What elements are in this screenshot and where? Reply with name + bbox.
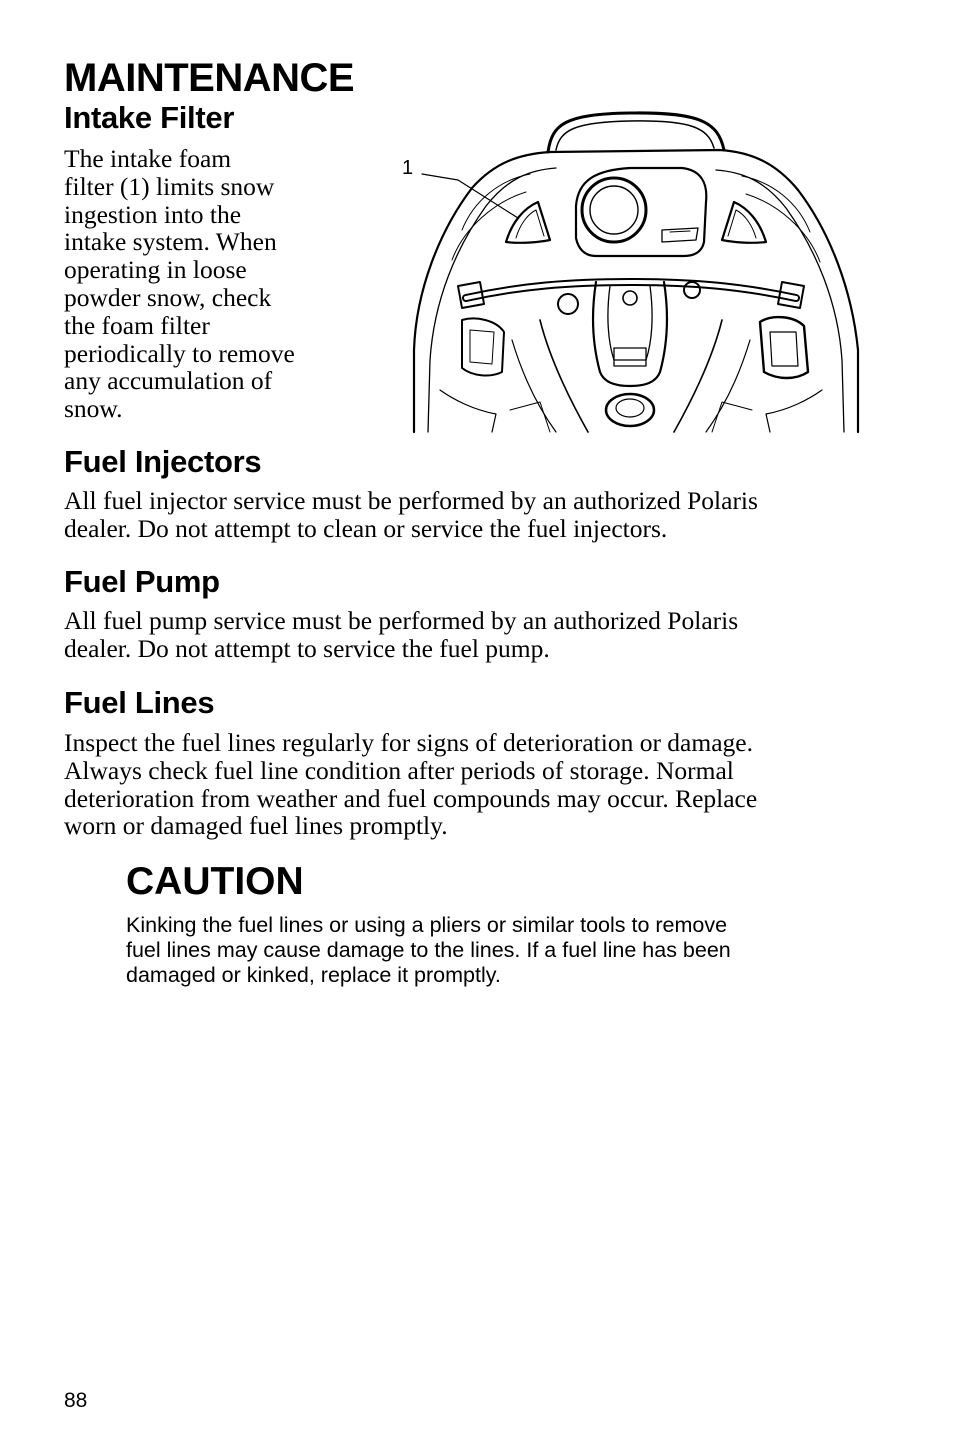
text-line: All fuel pump service must be performed by an authorized Polaris: [64, 606, 739, 635]
text-line: All fuel injector service must be performed by an authorized Polaris: [64, 486, 758, 515]
text-line: filter (1) limits snow: [64, 171, 275, 201]
snowmobile-intake-illustration: [400, 110, 862, 435]
text-line: Always check fuel line condition after periods of storage. Normal: [64, 755, 734, 785]
text-line: intake system. When: [64, 227, 277, 257]
text-line: The intake foam: [64, 144, 232, 173]
text-line: dealer. Do not attempt to clean or service the fuel injectors.: [64, 513, 668, 543]
caution-text: [126, 913, 866, 988]
caution-heading: CAUTION: [126, 860, 304, 903]
text-line: ingestion into the: [64, 199, 242, 229]
section-heading-intake-filter: Intake Filter: [64, 100, 235, 135]
text-line: deterioration from weather and fuel compounds may occur. Replace: [64, 783, 758, 813]
fuel-injectors-text: [64, 487, 864, 543]
text-line: the foam filter: [64, 310, 210, 340]
text-line: powder snow, check: [64, 282, 272, 312]
section-heading-fuel-injectors: Fuel Injectors: [64, 444, 262, 479]
text-line: worn or damaged fuel lines promptly.: [64, 811, 448, 841]
fuel-lines-text: [64, 729, 864, 840]
text-line: periodically to remove: [64, 338, 295, 368]
section-heading-fuel-pump: Fuel Pump: [64, 564, 220, 599]
section-heading-fuel-lines: Fuel Lines: [64, 685, 215, 720]
text-line: any accumulation of: [64, 366, 273, 396]
text-line: Inspect the fuel lines regularly for signs of deterioration or damage.: [64, 728, 753, 757]
text-line: operating in loose: [64, 255, 247, 285]
text-line: fuel lines may cause damage to the lines. If a fuel line has been: [126, 938, 731, 962]
intake-filter-text: [64, 145, 326, 423]
text-line: Kinking the fuel lines or using a pliers or similar tools to remove: [126, 913, 728, 937]
text-line: damaged or kinked, replace it promptly.: [126, 963, 501, 987]
figure-callout-label: 1: [402, 157, 414, 179]
text-line: snow.: [64, 394, 123, 424]
page-number: 88: [64, 1389, 88, 1412]
fuel-pump-text: [64, 607, 864, 663]
text-line: dealer. Do not attempt to service the fuel pump.: [64, 633, 550, 663]
page-title: MAINTENANCE: [64, 56, 355, 100]
